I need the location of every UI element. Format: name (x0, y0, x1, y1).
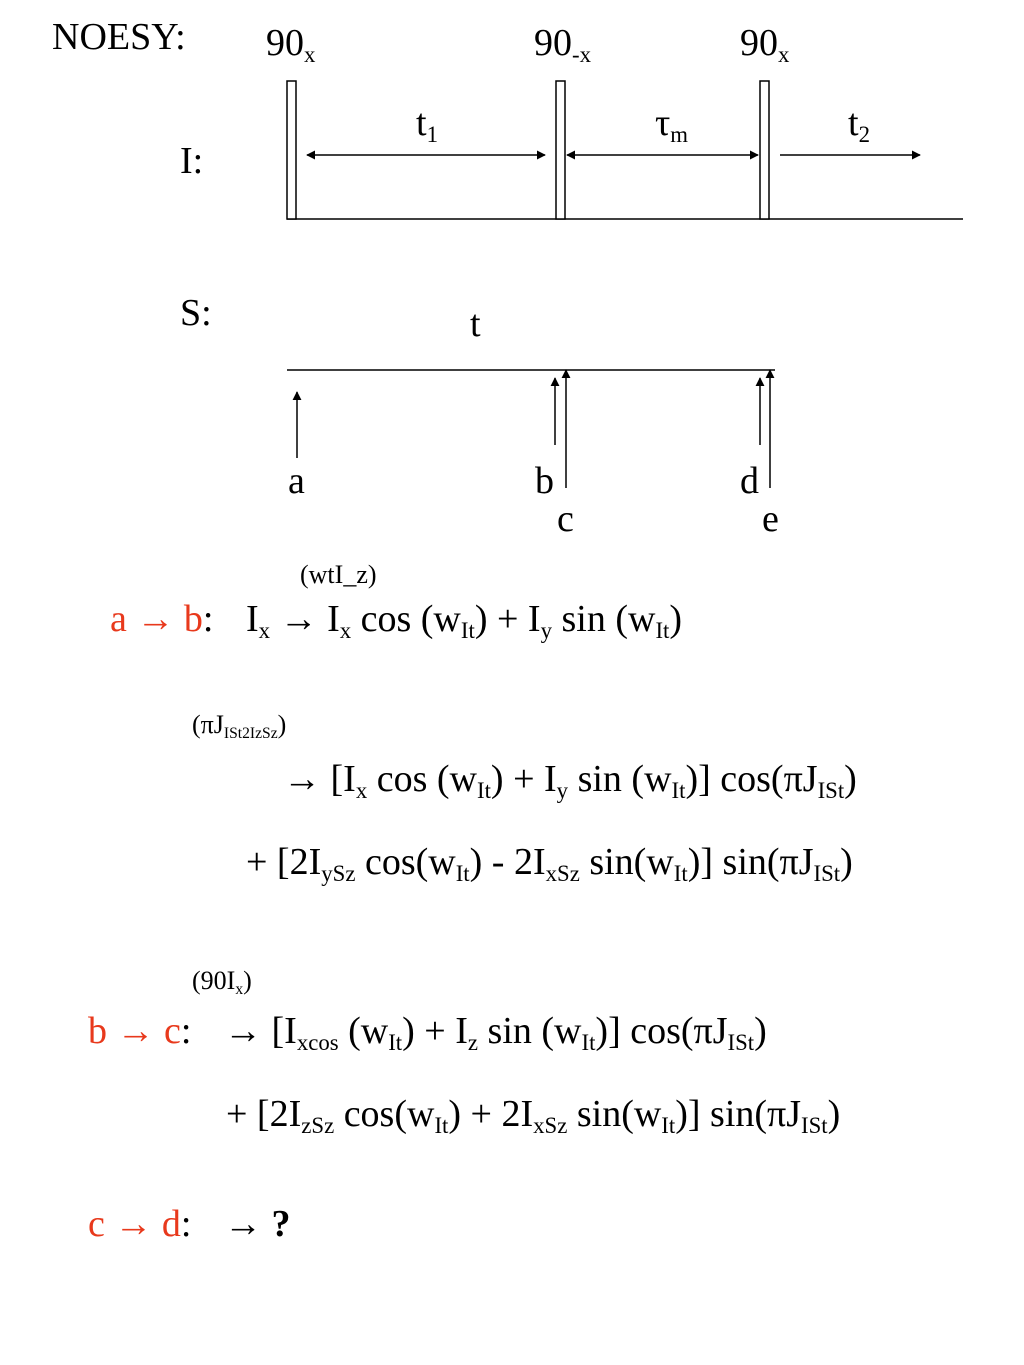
bc-line-2: + [$2I_{zSz}$ $\cos(w_{It}) + 2I_{xSz}$ $\sin(w_{It})$] $\sin(\pi J_{ISt})$ (226, 1093, 841, 1139)
point-b-label: b (535, 460, 554, 502)
point-c-label: c (557, 498, 574, 540)
j-coupling-line-2: + [$2I_{ySz}$ $\cos(w_{It}) - 2I_{xSz}$ $\sin(w_{It})$] $\sin(\pi J_{ISt})$ (246, 841, 853, 887)
ab-operator: (wtI_z) (300, 560, 377, 589)
bc-line-1: → [$I_{xcos}$ $(w_{It}) + I_z$ $\sin (w_{It})$] $\cos(\pi J_{ISt})$ (224, 1010, 767, 1056)
ab-equation: $I_x \to I_x$ $\cos (w_{It}) + I_y$ $\sin (w_{It})$ (246, 598, 683, 644)
ab-step-label: a → b: (110, 598, 214, 640)
cd-step-label: c → d: (88, 1203, 192, 1245)
period-mixing-label: $\tau_m$ (655, 102, 689, 148)
period-t1-label: $t_1$ (416, 102, 438, 148)
pulse-label-1: $90_x$ (266, 22, 316, 68)
pulse-label-2: $90_{-x}$ (534, 22, 591, 68)
s-channel-t-label: t (470, 303, 481, 345)
bc-step-label: b → c: (88, 1010, 192, 1052)
j-coupling-operator: $(\pi J_{ISt2IzSz})$ (192, 710, 287, 742)
cd-line-1: → ? (224, 1203, 291, 1245)
s-channel-label: S: (180, 292, 212, 334)
sequence-title: NOESY: (52, 16, 186, 58)
pulse-rect-3 (760, 81, 769, 219)
i-channel-label: I: (180, 140, 204, 182)
j-coupling-line-1: → [$I_x$ $\cos (w_{It}) + I_y$ $\sin (w_{It})$] $\cos(\pi J_{ISt})$ (283, 758, 857, 804)
pulse-label-3: $90_x$ (740, 22, 790, 68)
pulse-rect-1 (287, 81, 296, 219)
bc-operator: $(90I_x)$ (192, 966, 252, 998)
pulse-rect-2 (556, 81, 565, 219)
point-d-label: d (740, 460, 759, 502)
point-e-label: e (762, 498, 779, 540)
period-t2-label: $t_2$ (848, 102, 870, 148)
point-a-label: a (288, 460, 305, 502)
